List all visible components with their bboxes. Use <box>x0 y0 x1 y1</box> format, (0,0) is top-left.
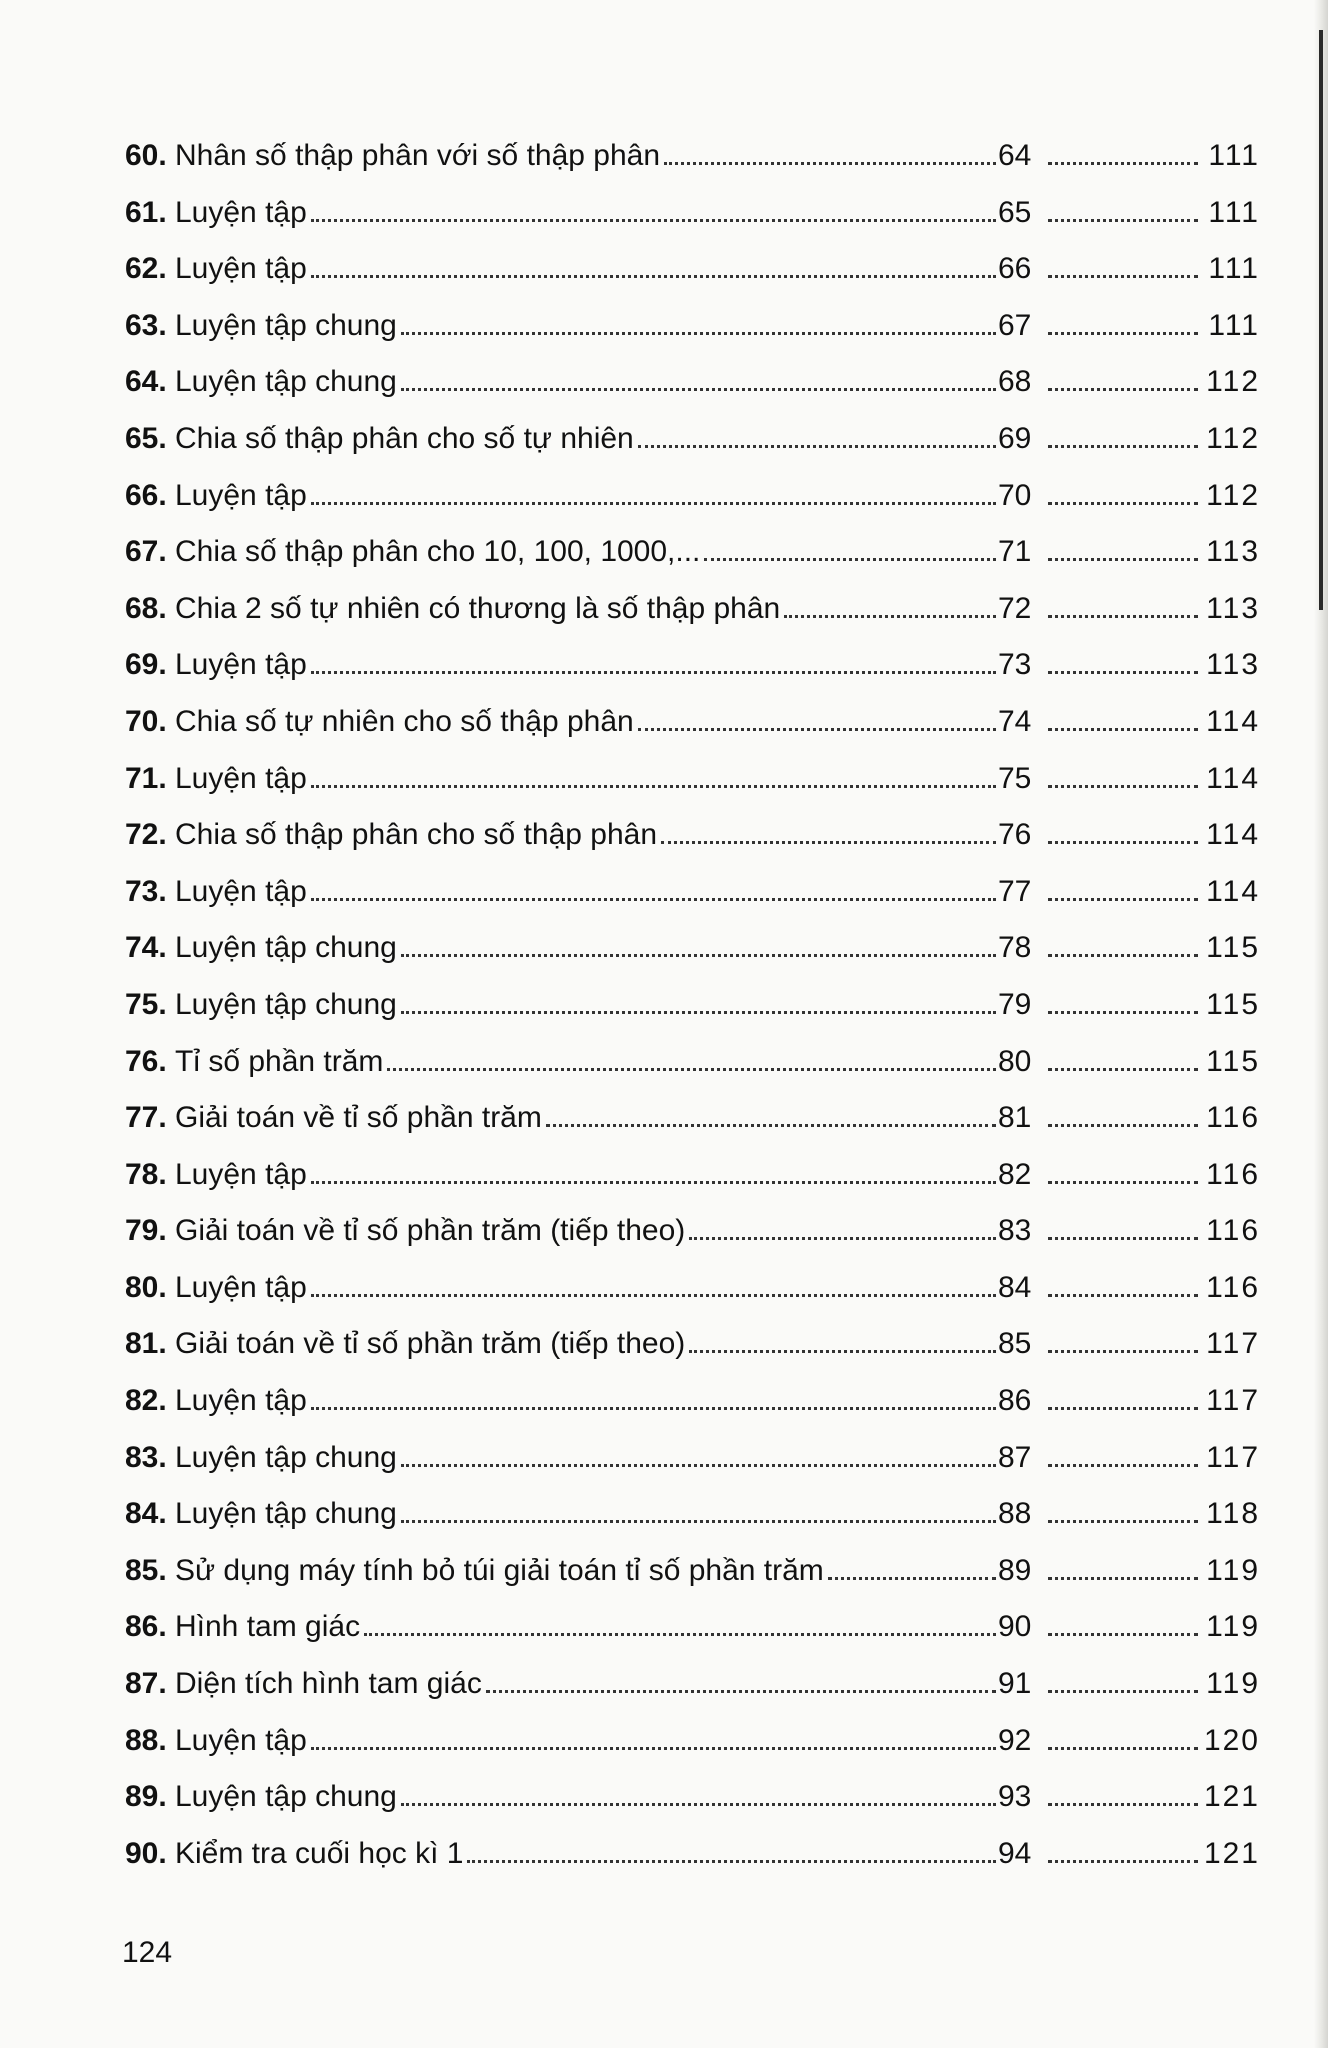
dot-leader <box>467 1860 996 1863</box>
entry-number: 77. <box>125 1101 167 1135</box>
entry-title: Nhân số thập phân với số thập phân <box>175 139 661 172</box>
dot-leader <box>1048 558 1198 561</box>
entry-title: Luyện tập chung <box>175 1497 397 1531</box>
entry-title: Luyện tập <box>175 1723 307 1757</box>
entry-lesson-page: 73 <box>998 648 1032 682</box>
entry-lesson-page: 77 <box>998 874 1032 908</box>
entry-title: Kiểm tra cuối học kì 1 <box>175 1836 464 1870</box>
dot-leader <box>638 728 996 731</box>
entry-answer-page: 111 <box>1208 139 1260 172</box>
entry-lesson-page: 71 <box>998 535 1032 569</box>
entry-number: 74. <box>125 931 167 965</box>
dot-leader <box>1048 1181 1198 1184</box>
dot-leader <box>1048 785 1198 788</box>
entry-title: Luyện tập chung <box>175 1440 397 1474</box>
entry-number: 80. <box>125 1270 167 1304</box>
toc-entry <box>125 1373 1260 1430</box>
entry-number: 84. <box>125 1497 167 1531</box>
entry-answer-page: 114 <box>1206 818 1260 852</box>
entry-lesson-page: 74 <box>998 704 1032 738</box>
toc-entry <box>125 1430 1260 1487</box>
dot-leader <box>311 1407 996 1410</box>
entry-lesson-page: 80 <box>998 1044 1032 1078</box>
entry-lesson-page: 92 <box>998 1723 1032 1757</box>
entry-lesson-page: 79 <box>998 987 1032 1021</box>
entry-number: 88. <box>125 1723 167 1757</box>
toc-entry <box>125 298 1260 355</box>
entry-title: Tỉ số phần trăm <box>175 1044 384 1078</box>
entry-lesson-page: 67 <box>998 308 1032 342</box>
dot-leader <box>1048 1350 1198 1353</box>
dot-leader <box>1048 728 1198 731</box>
entry-number: 81. <box>125 1327 167 1361</box>
entry-number: 89. <box>125 1780 167 1814</box>
entry-answer-page: 113 <box>1206 648 1260 682</box>
entry-title: Luyện tập chung <box>175 1780 397 1814</box>
binding-edge-line <box>1319 30 1323 610</box>
dot-leader <box>1048 275 1198 278</box>
entry-number: 83. <box>125 1440 167 1474</box>
toc-entry <box>125 751 1260 808</box>
entry-number: 64. <box>125 365 167 399</box>
entry-title: Luyện tập <box>175 478 307 512</box>
entry-number: 67. <box>125 535 167 569</box>
dot-leader <box>1048 1520 1198 1523</box>
dot-leader <box>1048 162 1198 165</box>
dot-leader <box>387 1068 996 1071</box>
entry-lesson-page: 84 <box>998 1270 1032 1304</box>
entry-lesson-page: 82 <box>998 1157 1032 1191</box>
dot-leader <box>1048 1068 1198 1071</box>
dot-leader <box>311 275 996 278</box>
entry-answer-page: 119 <box>1206 1553 1260 1587</box>
dot-leader <box>1048 1124 1198 1127</box>
entry-lesson-page: 78 <box>998 931 1032 965</box>
entry-title: Giải toán về tỉ số phần trăm (tiếp theo) <box>175 1327 686 1361</box>
toc-entry <box>125 128 1260 185</box>
toc-entry <box>125 1769 1260 1826</box>
entry-lesson-page: 66 <box>998 252 1032 286</box>
dot-leader <box>311 219 996 222</box>
entry-title: Chia số tự nhiên cho số thập phân <box>175 704 634 738</box>
entry-title: Giải toán về tỉ số phần trăm (tiếp theo) <box>175 1214 686 1248</box>
entry-title: Sử dụng máy tính bỏ túi giải toán tỉ số phần trăm <box>175 1553 824 1587</box>
entry-lesson-page: 68 <box>998 365 1032 399</box>
entry-answer-page: 117 <box>1206 1440 1260 1474</box>
entry-lesson-page: 89 <box>998 1553 1032 1587</box>
entry-number: 63. <box>125 308 167 342</box>
toc-entry <box>125 1203 1260 1260</box>
entry-lesson-page: 75 <box>998 761 1032 795</box>
entry-title: Luyện tập chung <box>175 987 397 1021</box>
toc-entry <box>125 1147 1260 1204</box>
toc-entry <box>125 1543 1260 1600</box>
entry-lesson-page: 86 <box>998 1384 1032 1418</box>
dot-leader <box>638 445 996 448</box>
entry-answer-page: 115 <box>1206 931 1260 965</box>
toc-entry <box>125 1090 1260 1147</box>
entry-title: Chia số thập phân cho 10, 100, 1000,... <box>175 535 701 569</box>
toc-entry <box>125 411 1260 468</box>
dot-leader <box>1048 1690 1198 1693</box>
entry-number: 68. <box>125 591 167 625</box>
entry-title: Giải toán về tỉ số phần trăm <box>175 1101 542 1135</box>
entry-number: 72. <box>125 818 167 852</box>
entry-number: 82. <box>125 1384 167 1418</box>
toc-entry <box>125 1713 1260 1770</box>
toc-entry <box>125 637 1260 694</box>
entry-lesson-page: 88 <box>998 1497 1032 1531</box>
entry-title: Luyện tập <box>175 648 307 682</box>
entry-answer-page: 112 <box>1206 478 1260 512</box>
dot-leader <box>1048 388 1198 391</box>
entry-answer-page: 113 <box>1206 535 1260 569</box>
dot-leader <box>364 1633 996 1636</box>
entry-number: 71. <box>125 761 167 795</box>
toc-entry <box>125 1826 1260 1883</box>
dot-leader <box>1048 615 1198 618</box>
entry-number: 78. <box>125 1157 167 1191</box>
entry-title: Luyện tập chung <box>175 308 397 342</box>
entry-lesson-page: 65 <box>998 195 1032 229</box>
entry-lesson-page: 81 <box>998 1101 1032 1135</box>
entry-lesson-page: 85 <box>998 1327 1032 1361</box>
dot-leader <box>1048 671 1198 674</box>
entry-lesson-page: 64 <box>998 139 1032 172</box>
table-of-contents <box>125 128 1260 1882</box>
dot-leader <box>1048 1294 1198 1297</box>
entry-title: Luyện tập <box>175 1384 307 1418</box>
dot-leader <box>1048 502 1198 505</box>
dot-leader <box>1048 1633 1198 1636</box>
dot-leader <box>784 615 996 618</box>
entry-number: 90. <box>125 1836 167 1870</box>
toc-entry <box>125 1599 1260 1656</box>
entry-number: 75. <box>125 987 167 1021</box>
entry-number: 60. <box>125 139 167 172</box>
entry-answer-page: 116 <box>1206 1101 1260 1135</box>
toc-entry <box>125 354 1260 411</box>
toc-entry <box>125 1486 1260 1543</box>
entry-number: 73. <box>125 874 167 908</box>
entry-answer-page: 121 <box>1203 1780 1260 1814</box>
entry-lesson-page: 94 <box>998 1836 1032 1870</box>
dot-leader <box>486 1690 996 1693</box>
dot-leader <box>311 1181 996 1184</box>
entry-title: Luyện tập <box>175 1270 307 1304</box>
dot-leader <box>311 1294 996 1297</box>
entry-answer-page: 111 <box>1208 308 1260 342</box>
entry-number: 86. <box>125 1610 167 1644</box>
entry-answer-page: 121 <box>1203 1836 1260 1870</box>
dot-leader <box>311 671 996 674</box>
entry-lesson-page: 87 <box>998 1440 1032 1474</box>
entry-number: 85. <box>125 1553 167 1587</box>
entry-number: 61. <box>125 195 167 229</box>
entry-number: 66. <box>125 478 167 512</box>
entry-lesson-page: 91 <box>998 1667 1032 1701</box>
entry-answer-page: 116 <box>1206 1270 1260 1304</box>
entry-answer-page: 118 <box>1206 1497 1260 1531</box>
dot-leader <box>1048 1747 1198 1750</box>
entry-title: Luyện tập chung <box>175 931 397 965</box>
dot-leader <box>1048 1860 1198 1863</box>
dot-leader <box>311 898 996 901</box>
entry-number: 79. <box>125 1214 167 1248</box>
entry-answer-page: 117 <box>1206 1327 1260 1361</box>
toc-entry <box>125 807 1260 864</box>
dot-leader <box>311 502 996 505</box>
dot-leader <box>1048 1011 1198 1014</box>
toc-entry <box>125 241 1260 298</box>
entry-lesson-page: 70 <box>998 478 1032 512</box>
dot-leader <box>1048 841 1198 844</box>
entry-answer-page: 116 <box>1206 1214 1260 1248</box>
entry-answer-page: 112 <box>1206 421 1260 455</box>
entry-title: Luyện tập <box>175 252 307 286</box>
toc-entry <box>125 1260 1260 1317</box>
entry-title: Luyện tập chung <box>175 365 397 399</box>
entry-number: 62. <box>125 252 167 286</box>
entry-number: 76. <box>125 1044 167 1078</box>
toc-entry <box>125 524 1260 581</box>
dot-leader <box>311 1747 996 1750</box>
toc-entry <box>125 1656 1260 1713</box>
entry-lesson-page: 90 <box>998 1610 1032 1644</box>
entry-answer-page: 115 <box>1206 987 1260 1021</box>
entry-title: Chia số thập phân cho số tự nhiên <box>175 421 634 455</box>
entry-answer-page: 116 <box>1206 1157 1260 1191</box>
toc-entry <box>125 920 1260 977</box>
dot-leader <box>546 1124 996 1127</box>
toc-entry <box>125 694 1260 751</box>
entry-number: 65. <box>125 421 167 455</box>
entry-title: Luyện tập <box>175 874 307 908</box>
dot-leader <box>401 1520 996 1523</box>
entry-answer-page: 113 <box>1206 591 1260 625</box>
dot-leader <box>661 841 996 844</box>
dot-leader <box>689 1350 996 1353</box>
dot-leader <box>401 954 996 957</box>
entry-title: Luyện tập <box>175 195 307 229</box>
entry-title: Luyện tập <box>175 761 307 795</box>
entry-number: 69. <box>125 648 167 682</box>
entry-lesson-page: 83 <box>998 1214 1032 1248</box>
entry-answer-page: 111 <box>1208 252 1260 286</box>
entry-title: Chia 2 số tự nhiên có thương là số thập phân <box>175 591 781 625</box>
dot-leader <box>664 162 996 165</box>
entry-lesson-page: 76 <box>998 818 1032 852</box>
entry-answer-page: 111 <box>1208 195 1260 229</box>
dot-leader <box>1048 1577 1198 1580</box>
dot-leader <box>1048 954 1198 957</box>
dot-leader <box>1048 332 1198 335</box>
dot-leader <box>1048 1237 1198 1240</box>
dot-leader <box>401 1464 996 1467</box>
dot-leader <box>1048 445 1198 448</box>
dot-leader <box>1048 1464 1198 1467</box>
dot-leader <box>401 1011 996 1014</box>
dot-leader <box>828 1577 996 1580</box>
toc-entry <box>125 185 1260 242</box>
entry-answer-page: 112 <box>1206 365 1260 399</box>
entry-answer-page: 117 <box>1206 1384 1260 1418</box>
toc-entry <box>125 1034 1260 1091</box>
entry-title: Chia số thập phân cho số thập phân <box>175 818 658 852</box>
entry-title: Diện tích hình tam giác <box>175 1667 482 1701</box>
dot-leader <box>704 558 996 561</box>
entry-answer-page: 115 <box>1206 1044 1260 1078</box>
dot-leader <box>1048 1407 1198 1410</box>
entry-lesson-page: 93 <box>998 1780 1032 1814</box>
toc-entry <box>125 864 1260 921</box>
toc-entry <box>125 468 1260 525</box>
entry-answer-page: 119 <box>1206 1610 1260 1644</box>
entry-lesson-page: 72 <box>998 591 1032 625</box>
entry-lesson-page: 69 <box>998 421 1032 455</box>
page-number: 124 <box>122 1936 173 1969</box>
dot-leader <box>1048 219 1198 222</box>
entry-title: Hình tam giác <box>175 1610 361 1644</box>
dot-leader <box>311 785 996 788</box>
entry-number: 70. <box>125 704 167 738</box>
toc-entry <box>125 581 1260 638</box>
entry-title: Luyện tập <box>175 1157 307 1191</box>
entry-answer-page: 114 <box>1206 874 1260 908</box>
entry-number: 87. <box>125 1667 167 1701</box>
dot-leader <box>401 388 996 391</box>
entry-answer-page: 120 <box>1203 1723 1260 1757</box>
toc-entry <box>125 1316 1260 1373</box>
entry-answer-page: 119 <box>1206 1667 1260 1701</box>
dot-leader <box>1048 1803 1198 1806</box>
entry-answer-page: 114 <box>1206 761 1260 795</box>
dot-leader <box>1048 898 1198 901</box>
toc-entry <box>125 977 1260 1034</box>
dot-leader <box>401 1803 996 1806</box>
dot-leader <box>401 332 996 335</box>
dot-leader <box>689 1237 996 1240</box>
entry-answer-page: 114 <box>1206 704 1260 738</box>
